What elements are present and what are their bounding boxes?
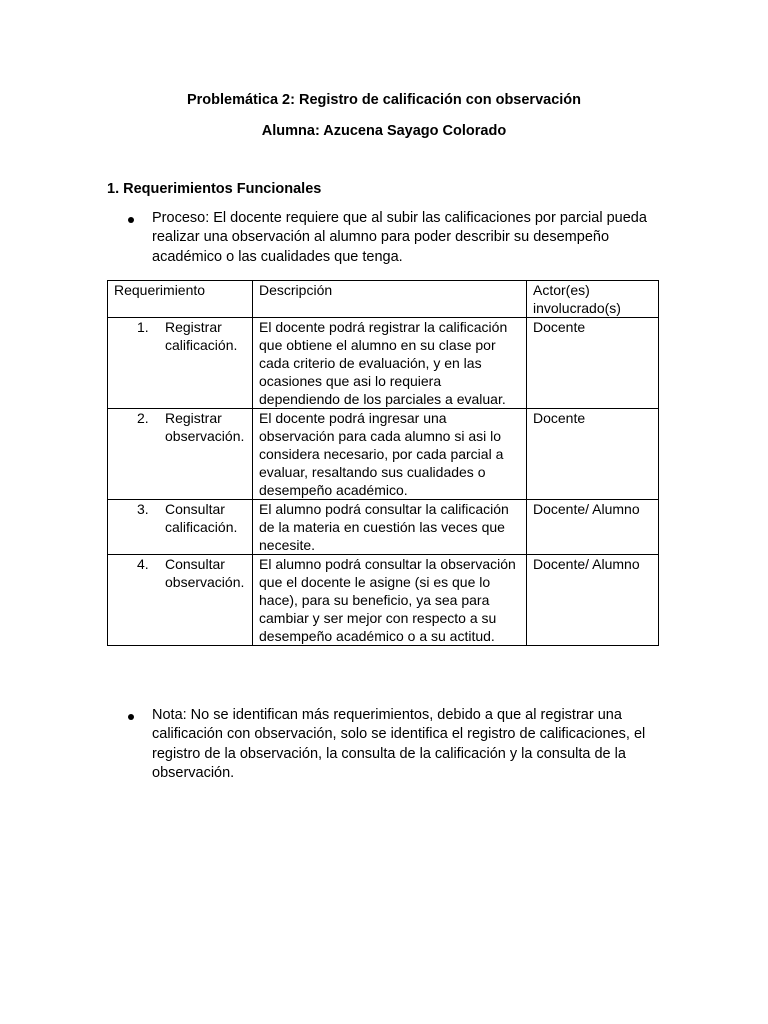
table-row xyxy=(108,318,659,409)
requirement-label: Registrar calificación. xyxy=(165,319,238,353)
requirement-label: Consultar calificación. xyxy=(165,501,238,535)
requirements-table xyxy=(107,280,659,646)
description-cell: El alumno podrá consultar la calificación de la materia en cuestión las veces que necesite. xyxy=(253,500,527,555)
author-line: Alumna: Azucena Sayago Colorado xyxy=(261,123,507,139)
description-cell: El docente podrá ingresar una observación para cada alumno si asi lo considera necesario, por cada parcial a evaluar, resaltando sus cualidades o desempeño académico. xyxy=(253,409,527,500)
requirement-cell xyxy=(108,318,253,409)
requirement-number: 2. xyxy=(137,410,149,426)
description-cell: El alumno podrá consultar la observación que el docente le asigne (si es que lo hace), para su beneficio, ya sea para cambiar y ser mejor con respecto a su desempeño académico o a su actitud. xyxy=(253,555,527,646)
requirement-number: 3. xyxy=(137,501,149,517)
actors-cell: Docente xyxy=(527,318,659,409)
note-bullet xyxy=(128,706,668,783)
requirement-number: 4. xyxy=(137,556,149,572)
table-row xyxy=(108,500,659,555)
actors-cell: Docente xyxy=(527,409,659,500)
requirement-cell xyxy=(108,409,253,500)
document-title: Problemática 2: Registro de calificación con observación xyxy=(186,92,582,108)
bullet-dot-icon xyxy=(128,217,134,223)
header-actors: Actor(es) involucrado(s) xyxy=(527,281,659,318)
process-bullet xyxy=(128,209,668,267)
table-row xyxy=(108,409,659,500)
table-row xyxy=(108,555,659,646)
actors-cell: Docente/ Alumno xyxy=(527,555,659,646)
section-heading: 1. Requerimientos Funcionales xyxy=(107,181,322,197)
actors-cell: Docente/ Alumno xyxy=(527,500,659,555)
requirement-number: 1. xyxy=(137,319,149,335)
description-cell: El docente podrá registrar la calificación que obtiene el alumno en su clase por cada criterio de evaluación, y en las ocasiones que asi lo requiera dependiendo de los parciales a evaluar. xyxy=(253,318,527,409)
note-bullet-text: Nota: No se identifican más requerimientos, debido a que al registrar una calificación con observación, solo se identifica el registro de calificaciones, el registro de la observación, la consulta de la calificación y la consulta de la observación. xyxy=(152,707,646,781)
bullet-dot-icon xyxy=(128,714,134,720)
header-requirement: Requerimiento xyxy=(108,281,253,318)
requirement-cell xyxy=(108,555,253,646)
requirement-cell xyxy=(108,500,253,555)
requirement-label: Consultar observación. xyxy=(165,556,245,590)
table-header-row xyxy=(108,281,659,318)
process-bullet-text: Proceso: El docente requiere que al subir las calificaciones por parcial pueda realizar una observación al alumno para poder describir su desempeño académico o las cualidades que tenga. xyxy=(152,210,647,265)
requirement-label: Registrar observación. xyxy=(165,410,245,444)
header-description: Descripción xyxy=(253,281,527,318)
